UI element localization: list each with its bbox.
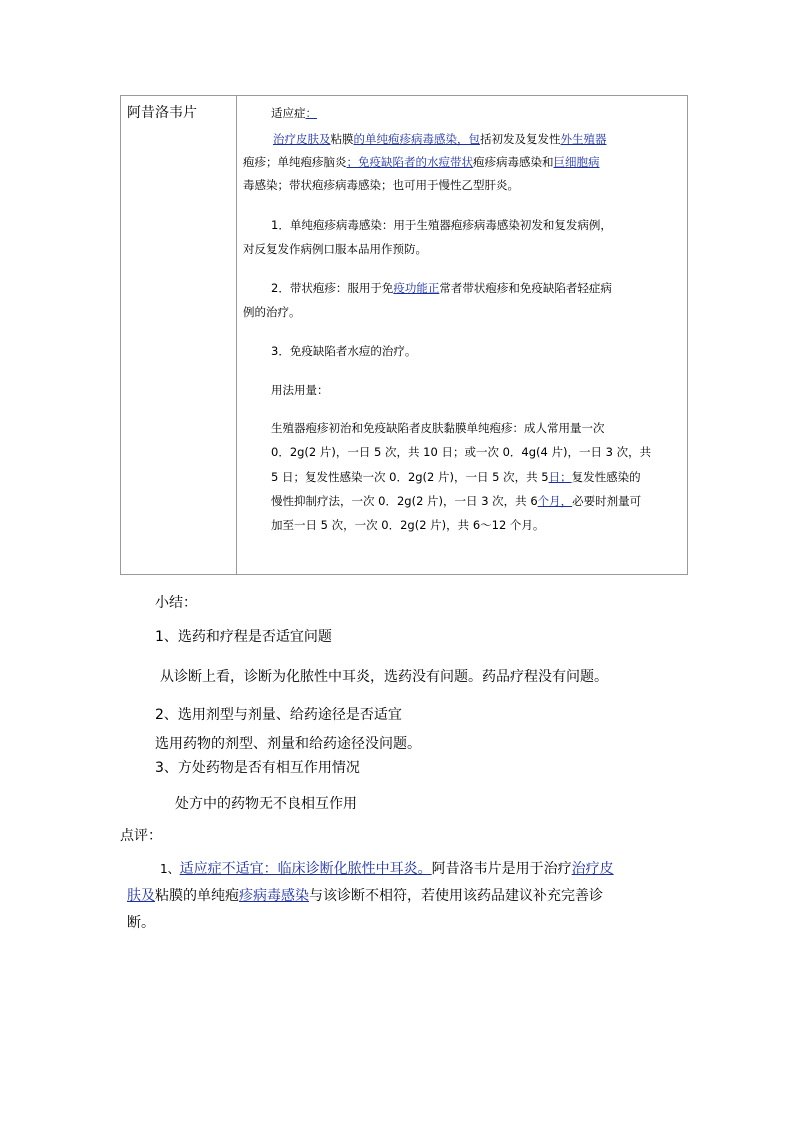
link-skin-and[interactable]: 肤及: [127, 888, 155, 904]
drug-name-cell: 阿昔洛韦片: [127, 105, 197, 121]
usage-heading: 用法用量：: [271, 383, 329, 397]
summary-a2: 选用药物的剂型、剂量和给药途径没问题。: [155, 736, 421, 752]
summary-title: 小结：: [155, 595, 197, 611]
item-2-line-1: 2．带状疱疹：服用于免疫功能正常者带状疱疹和免疫缺陷者轻症病: [271, 281, 612, 295]
summary-a1: 从诊断上看，诊断为化脓性中耳炎，选药没有问题。药品疗程没有问题。: [160, 669, 608, 685]
usage-line-5: 加至一日 5 次，一次 0．2g(2 片)，共 6～12 个月。: [271, 518, 545, 532]
link-months[interactable]: 个月，: [537, 494, 573, 508]
link-cmv[interactable]: 巨细胞病: [553, 155, 600, 169]
link-days[interactable]: 日；: [548, 470, 572, 484]
comment-line-2: 肤及粘膜的单纯疱疹病毒感染与该诊断不相符，若使用该药品建议补充完善诊: [127, 888, 603, 904]
item-2-line-2: 例的治疗。: [243, 305, 301, 319]
comment-title: 点评：: [120, 828, 162, 844]
link-viral-infection[interactable]: 疹病毒感染: [239, 888, 309, 904]
usage-line-2: 0．2g(2 片)，一日 5 次，共 10 日；或一次 0．4g(4 片)，一日 3 次，共: [271, 445, 652, 459]
link-genital[interactable]: 外生殖器: [560, 132, 607, 146]
summary-q2: 2、选用剂型与剂量、给药途径是否适宜: [155, 707, 402, 723]
summary-a3: 处方中的药物无不良相互作用: [175, 796, 357, 812]
usage-line-3: 5 日；复发性感染一次 0．2g(2 片)，一日 5 次，共 5日；复发性感染的: [271, 470, 641, 484]
indications-line-2: 疱疹；单纯疱疹脑炎；免疫缺陷者的水痘带状疱疹病毒感染和巨细胞病: [243, 155, 600, 169]
link-skin[interactable]: 治疗皮肤及: [273, 132, 331, 146]
link-varicella[interactable]: ；免疫缺陷者的水痘带状: [346, 155, 473, 169]
usage-line-1: 生殖器疱疹初治和免疫缺陷者皮肤黏膜单纯疱疹：成人常用量一次: [271, 421, 605, 435]
item-1-line-2: 对反复发作病例口服本品用作预防。: [243, 242, 427, 256]
link-treat-skin[interactable]: 治疗皮: [571, 861, 614, 877]
link-hsv-infection[interactable]: 的单纯疱疹病毒感染，包: [353, 132, 480, 146]
item-3: 3．免疫缺陷者水痘的治疗。: [271, 344, 417, 358]
link-indication-unsuitable[interactable]: 适应症不适宜：临床诊断化脓性中耳炎。: [179, 861, 432, 877]
item-1-line-1: 1．单纯疱疹病毒感染：用于生殖器疱疹病毒感染初发和复发病例，: [271, 218, 612, 232]
indications-line-3: 毒感染；带状疱疹病毒感染；也可用于慢性乙型肝炎。: [243, 178, 519, 192]
comment-line-1: 1、适应症不适宜：临床诊断化脓性中耳炎。阿昔洛韦片是用于治疗治疗皮: [160, 861, 614, 877]
link-immune-function[interactable]: 疫功能正: [393, 281, 440, 295]
indications-colon-link[interactable]: ：: [305, 106, 317, 120]
table-divider: [236, 96, 237, 574]
summary-q3: 3、方处药物是否有相互作用情况: [155, 760, 360, 776]
drug-table: [120, 95, 688, 575]
indications-heading: 适应症：: [271, 106, 317, 120]
comment-line-3: 断。: [127, 915, 155, 931]
indications-line-1: 治疗皮肤及粘膜的单纯疱疹病毒感染，包括初发及复发性外生殖器: [273, 132, 607, 146]
summary-q1: 1、选药和疗程是否适宜问题: [155, 629, 332, 645]
usage-line-4: 慢性抑制疗法，一次 0．2g(2 片)，一日 3 次，共 6个月，必要时剂量可: [271, 494, 642, 508]
